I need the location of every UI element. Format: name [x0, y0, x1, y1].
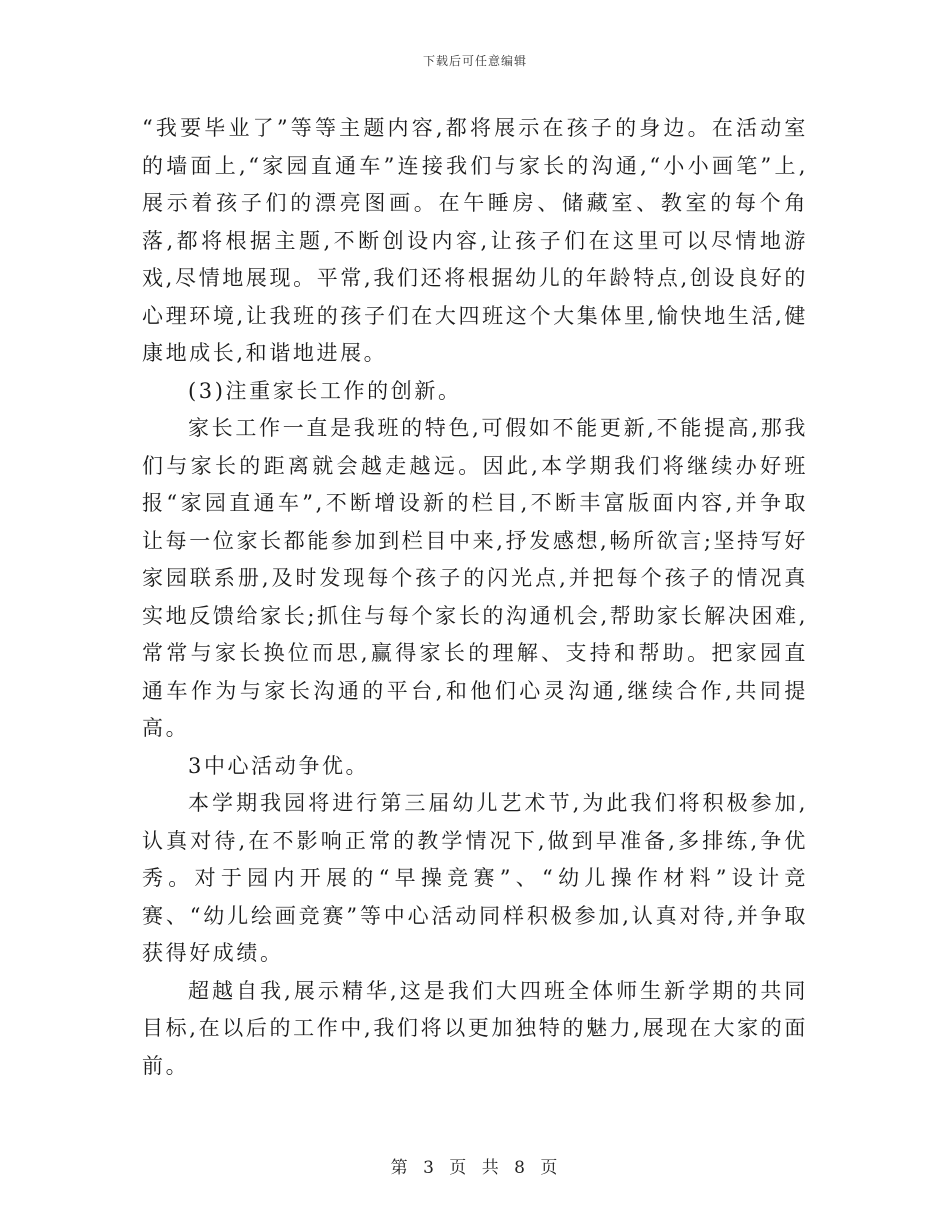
paragraph-parent-work: 家长工作一直是我班的特色,可假如不能更新,不能提高,那我们与家长的距离就会越走越远。因此,本学期我们将继续办好班报“家园直通车”,不断增设新的栏目,不断丰富版面内容,并争取让每一位家长都能参加到栏目中来,抒发感想,畅所欲言;坚持写好家园联系册,及时发现每个孩子的闪光点,并把每个孩子的情况真实地反馈给家长;抓住与每个家长的沟通机会,帮助家长解决困难,常常与家长换位而思,赢得家长的理解、支持和帮助。把家园直通车作为与家长沟通的平台,和他们心灵沟通,继续合作,共同提高。 [142, 416, 808, 740]
page-number-footer: 第 3 页 共 8 页 [390, 1158, 560, 1178]
paragraph-conclusion: 超越自我,展示精华,这是我们大四班全体师生新学期的共同目标,在以后的工作中,我们将以更加独特的魅力,展现在大家的面前。 [142, 978, 808, 1078]
paragraph-heading-center-activities: 3中心活动争优。 [188, 753, 370, 778]
paragraph-heading-parent-work: (3)注重家长工作的创新。 [188, 378, 462, 403]
page-header: 下载后可任意编辑 [422, 54, 527, 68]
paragraph-continuation: “我要毕业了”等等主题内容,都将展示在孩子的身边。在活动室的墙面上,“家园直通车”连接我们与家长的沟通,“小小画笔”上,展示着孩子们的漂亮图画。在午睡房、储藏室、教室的每个角落,都将根据主题,不断创设内容,让孩子们在这里可以尽情地游戏,尽情地展现。平常,我们还将根据幼儿的年龄特点,创设良好的心理环境,让我班的孩子们在大四班这个大集体里,愉快地生活,健康地成长,和谐地进展。 [142, 116, 808, 365]
document-body [142, 110, 808, 1085]
paragraph-center-activities: 本学期我园将进行第三届幼儿艺术节,为此我们将积极参加,认真对待,在不影响正常的教学情况下,做到早准备,多排练,争优秀。对于园内开展的“早操竞赛”、“幼儿操作材料”设计竞赛、“幼儿绘画竞赛”等中心活动同样积极参加,认真对待,并争取获得好成绩。 [142, 791, 808, 965]
